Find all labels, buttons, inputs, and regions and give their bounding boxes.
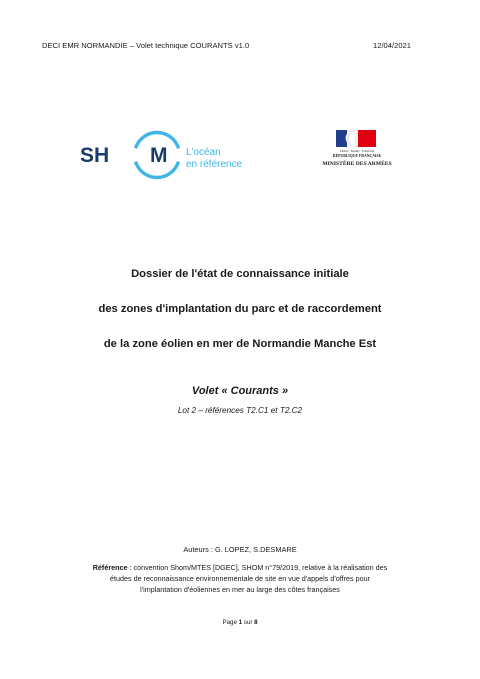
gov-republic: RÉPUBLIQUE FRANÇAISE	[332, 154, 382, 158]
reference-label: Référence	[92, 563, 128, 572]
title-line-2: des zones d'implantation du parc et de raccordement	[98, 303, 382, 315]
header-document-title: DECI EMR NORMANDIE – Volet technique COURANTS v1.0	[42, 41, 250, 50]
page-number: 1	[238, 619, 243, 626]
page-total: 8	[254, 619, 258, 626]
gov-motto: Liberté · Égalité · Fraternité	[339, 149, 375, 153]
reference-text-1: : convention Shom/MTES [DGEC], SHOM n°79/2019, relative à la réalisation des	[127, 563, 388, 572]
marianne-flag-icon	[336, 130, 376, 147]
reference-line-1	[0, 563, 480, 574]
title-line-3: de la zone éolien en mer de Normandie Manche Est	[103, 338, 377, 350]
shom-letters-left: SH	[80, 144, 110, 167]
shom-letters-right: M	[150, 144, 168, 167]
header-date: 12/04/2021	[373, 41, 412, 50]
volet-title: Volet « Courants »	[191, 385, 289, 397]
ministere-des-armees-logo	[320, 128, 398, 168]
gov-ministry: MINISTÈRE DES ARMÉES	[322, 161, 392, 167]
of-word: sur	[242, 619, 255, 626]
shom-tagline-1: L'océan	[186, 147, 221, 158]
authors: Auteurs : G. LOPEZ, S.DESMARE	[183, 545, 297, 554]
title-line-1: Dossier de l'état de connaissance initiale	[131, 268, 349, 280]
page-footer	[0, 619, 480, 626]
reference-line-2: études de reconnaissance environnementale de site en vue d'appels d'offres pour	[110, 574, 370, 583]
reference-line-3: l'implantation d'éoliennes en mer au large des côtes françaises	[140, 585, 340, 594]
shom-tagline-2: en référence	[186, 159, 243, 170]
shom-logo	[80, 128, 255, 186]
lot-subtitle: Lot 2 – références T2.C1 et T2.C2	[177, 406, 303, 415]
page-word: Page	[222, 619, 239, 626]
